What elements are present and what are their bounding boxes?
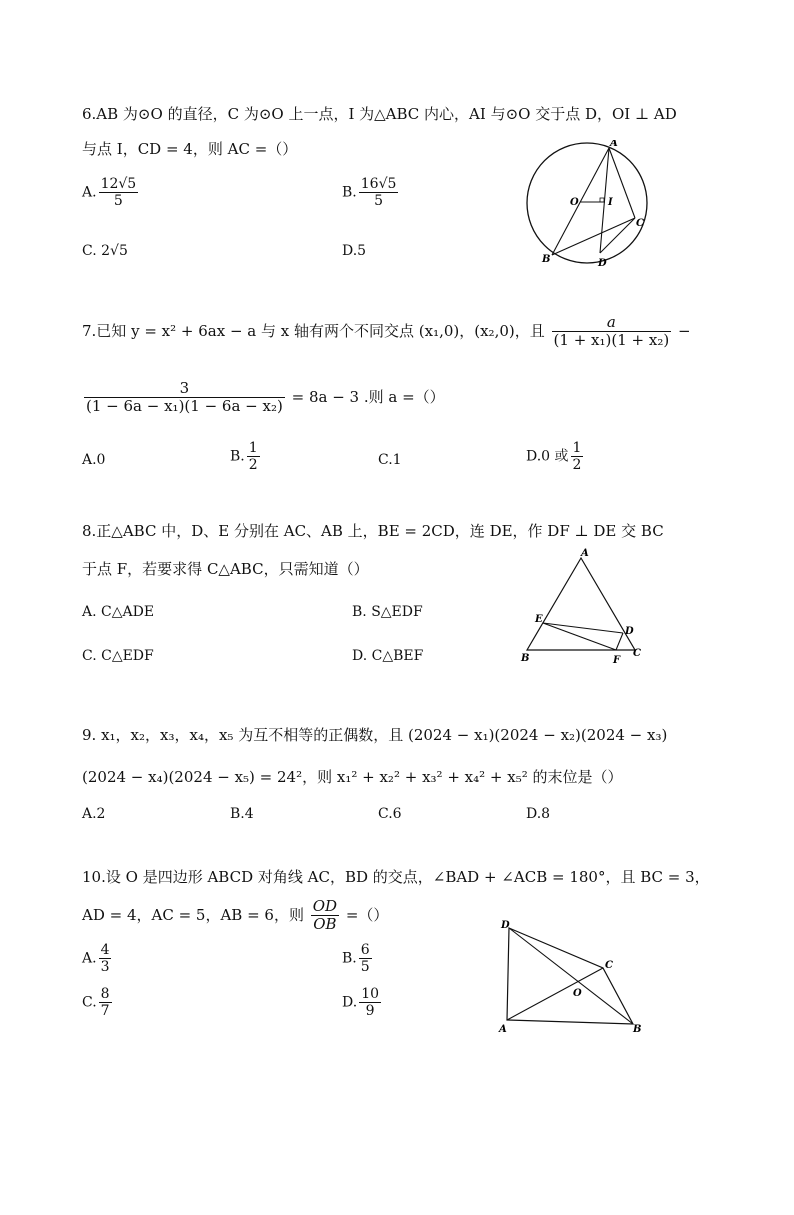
q8-label-a: A [581,548,589,559]
q8-label-b: B [521,653,530,664]
q10-quadrilateral-figure [495,918,645,1038]
q6-label-o: O [570,197,579,208]
q9-line2: (2024 − x₄)(2024 − x₅) = 24²，则 x₁² + x₂² + x₃² + x₄² + x₅² 的末位是（） [82,768,623,786]
q6-label-i: I [608,197,613,208]
q8-option-d: D. C△BEF [352,648,424,664]
q7-line1: 7.已知 y = x² + 6ax − a 与 x 轴有两个不同交点 (x₁,0)，(x₂,0)，且 $\frac{a}{\text{(1 + x₁)(1 + x₂)}}$ − [82,313,691,350]
q6-line2: 与点 I，CD = 4，则 AC =（） [82,140,298,158]
q8-line2: 于点 F，若要求得 C△ABC，只需知道（） [82,560,369,578]
q8-label-d: D [625,626,634,637]
q8-option-b: B. S△EDF [352,604,423,620]
q6-option-b: B. $\frac{16√5}{5}$ [342,176,397,210]
q6-option-d: D.5 [342,243,367,259]
q9-line1: 9. x₁，x₂，x₃，x₄，x₅ 为互不相等的正偶数，且 (2024 − x₁)(2024 − x₂)(2024 − x₃) [82,726,668,744]
q6-label-d: D [598,258,607,269]
q8-label-e: E [535,614,543,625]
q9-option-d: D.8 [526,806,551,822]
q10-option-a: A. $\frac{4}{3}$ [82,942,110,976]
q6-line1: 6.AB 为⊙O 的直径，C 为⊙O 上一点，I 为△ABC 内心，AI 与⊙O 交于点 D，OI ⊥ AD [82,105,677,123]
q10-label-c: C [605,960,613,971]
q10-option-b: B. $\frac{6}{5}$ [342,942,370,976]
q10-label-o: O [573,988,582,999]
q8-label-f: F [613,655,621,666]
q8-option-c: C. C△EDF [82,648,154,664]
q10-option-c: C. $\frac{8}{7}$ [82,986,110,1020]
q7-option-d: D.0 或 $\frac{1}{2}$ [526,440,582,474]
q10-line2: AD = 4，AC = 5，AB = 6，则 $\frac{OD}{OB}$ =（） [82,897,389,934]
q7-option-b: B. $\frac{1}{2}$ [230,440,258,474]
q10-option-d: D. $\frac{10}{9}$ [342,986,380,1020]
q8-line1: 8.正△ABC 中，D、E 分别在 AC、AB 上，BE = 2CD，连 DE，作 DF ⊥ DE 交 BC [82,522,664,540]
q6-label-c: C [636,218,644,229]
q9-option-c: C.6 [378,806,402,822]
q6-option-a: A. $\frac{12√5}{5}$ [82,176,137,210]
q6-option-c: C. 2√5 [82,243,128,259]
q8-label-c: C [633,648,641,659]
q8-triangle-figure [515,548,650,666]
q10-label-d: D [501,920,510,931]
q9-option-a: A.2 [82,806,106,822]
q10-label-b: B [633,1024,642,1035]
q10-label-a: A [499,1024,507,1035]
q7-option-c: C.1 [378,452,402,468]
q9-option-b: B.4 [230,806,254,822]
q6-label-b: B [542,254,551,265]
q8-option-a: A. C△ADE [82,604,155,620]
q6-circle-figure [512,140,662,270]
q6-label-a: A [610,140,618,149]
q7-line2: $\frac{3}{\text{(1 − 6a − x₁)(1 − 6a − x₂)}}$ = 8a − 3 .则 a =（） [86,379,445,416]
q10-line1: 10.设 O 是四边形 ABCD 对角线 AC，BD 的交点，∠BAD + ∠ACB = 180°，且 BC = 3， [82,868,710,886]
q7-option-a: A.0 [82,452,106,468]
